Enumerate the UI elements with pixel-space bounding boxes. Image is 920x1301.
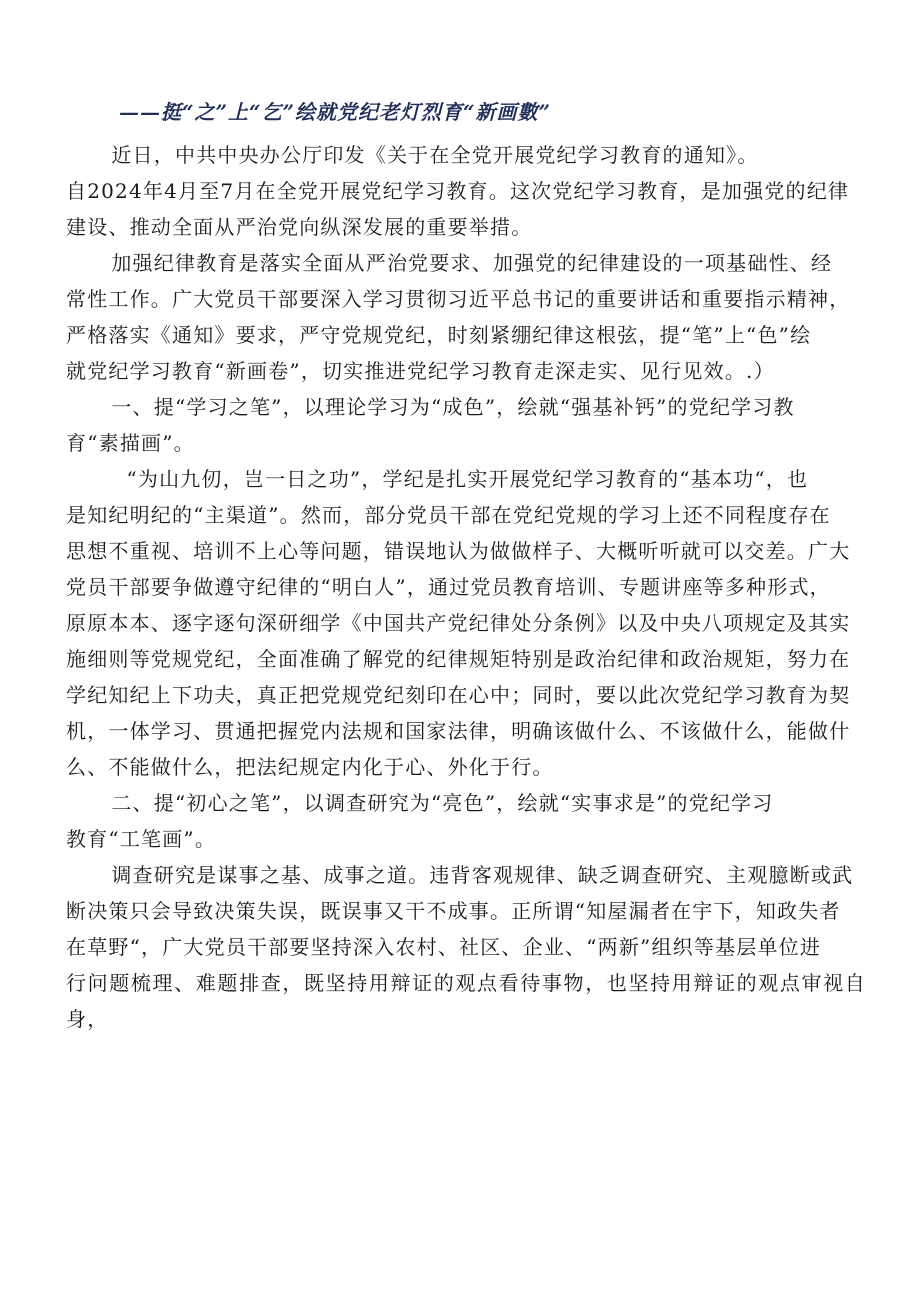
text-line: 教育“工笔画”。: [66, 827, 217, 851]
text-line: 近日，中共中央办公厅印发《关于在全党开展党纪学习教育的通知》。: [66, 143, 759, 167]
text-line: 一、提“学习之笔”，以理论学习为“成色”，绘就“强基补钙”的党纪学习教: [66, 395, 795, 419]
text-line: 思想不重视、培训不上心等问题，错误地认为做做样子、大概听听就可以交差。广大: [66, 539, 851, 563]
text-line: 建设、推动全面从严治党向纵深发展的重要举措。: [66, 215, 533, 239]
text-line: 原原本本、逐字逐句深研细学《中国共产党纪律处分条例》以及中央八项规定及其实: [66, 611, 851, 635]
text-line: 常性工作。广大党员干部要深入学习贯彻习近平总书记的重要讲话和重要指示精神，: [66, 287, 851, 311]
document-heading: ——挺“之”上“乞”绘就党纪老灯烈育“新画數”: [119, 100, 552, 124]
text-line: 么、不能做什么，把法纪规定内化于心、外化于行。: [66, 755, 554, 779]
text-line: “为山九仞，岂一日之功”，学纪是扎实开展党纪学习教育的“基本功“，也: [66, 467, 809, 491]
text-line: 行问题梳理、难题排查，既坚持用辩证的观点看待事物，也坚持用辩证的观点审视自身，: [66, 971, 866, 1031]
text-line: 加强纪律教育是落实全面从严治党要求、加强党的纪律建设的一项基础性、经: [66, 251, 833, 275]
text-line: 是知纪明纪的“主渠道”。然而，部分党员干部在党纪党规的学习上还不同程度存在: [66, 503, 831, 527]
text-line: 学纪知纪上下功夫，真正把党规党纪刻印在心中；同时，要以此次党纪学习教育为契: [66, 683, 851, 707]
text-line: 施细则等党规党纪，全面准确了解党的纪律规矩特别是政治纪律和政治规矩，努力在: [66, 647, 851, 671]
text-line: 育“素描画”。: [66, 431, 195, 455]
text-line: 机，一体学习、贯通把握党内法规和国家法律，明确该做什么、不该做什么，能做什: [66, 719, 851, 743]
text-line: 调查研究是谋事之基、成事之道。违背客观规律、缺乏调查研究、主观臆断或武: [66, 863, 854, 887]
text-line: 党员干部要争做遵守纪律的“明白人”，通过党员教育培训、专题讲座等多种形式，: [66, 575, 831, 599]
text-line: 在草野“，广大党员干部要坚持深入农村、社区、企业、“两新”组织等基层单位进: [66, 935, 822, 959]
document-body: [66, 137, 866, 1037]
text-line: 二、提“初心之笔”，以调查研究为“亮色”，绘就“实事求是”的党纪学习: [66, 791, 774, 815]
text-line: 断决策只会导致决策失误，既误事又干不成事。正所谓“知屋漏者在宇下，知政失者: [66, 899, 841, 923]
text-line: 严格落实《通知》要求，严守党规党纪，时刻紧绷纪律这根弦，提“笔”上“色”绘: [66, 323, 812, 347]
text-line: 就党纪学习教育“新画卷”，切实推进党纪学习教育走深走实、见行见效。.）: [66, 359, 775, 383]
text-line: 自2024年4月至7月在全党开展党纪学习教育。这次党纪学习教育，是加强党的纪律: [66, 179, 850, 203]
